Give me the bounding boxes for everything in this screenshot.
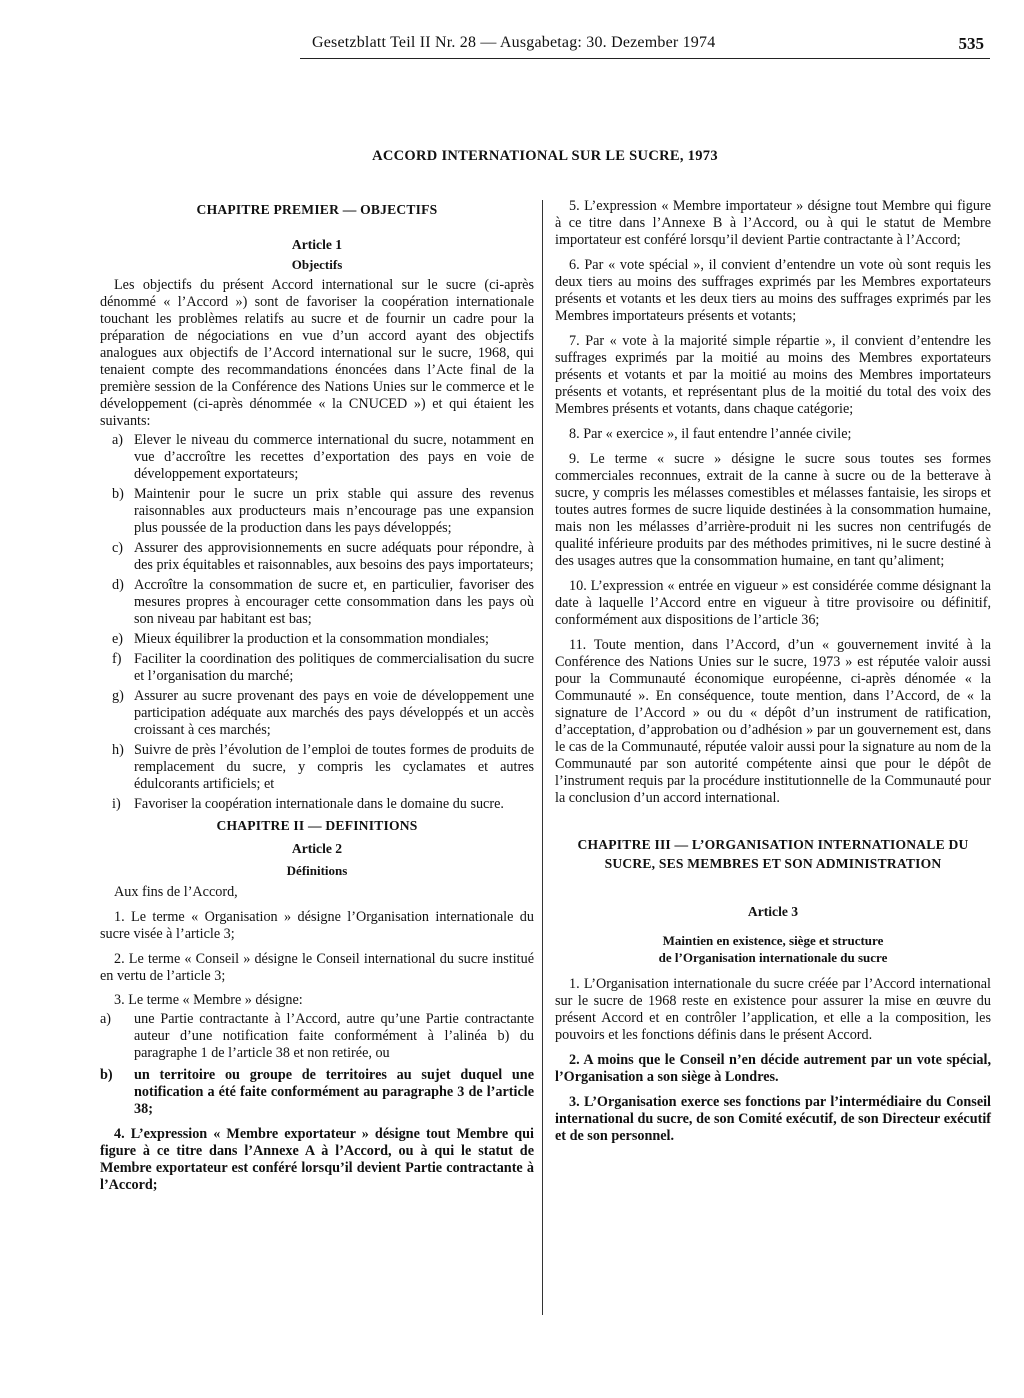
objective-label: e) <box>112 631 124 647</box>
definition-3: 3. Le terme « Membre » désigne: <box>114 992 303 1008</box>
objective-label: d) <box>112 577 124 593</box>
objective-item <box>100 486 534 537</box>
article-3-paragraph-2: 2. A moins que le Conseil n’en décide autrement par un vote spécial, l’Organisation a son siège à Londres. <box>555 1052 991 1085</box>
article-2-heading: Article 2 <box>291 841 343 856</box>
document-title: ACCORD INTERNATIONAL SUR LE SUCRE, 1973 <box>372 148 718 164</box>
objective-label: i) <box>112 796 121 812</box>
objective-text: Maintenir pour le sucre un prix stable qui assure des revenus raisonnables aux producteurs mais n’encourage pas une expansion plus poussée de la production dans les pays développés; <box>134 486 534 536</box>
objective-label: c) <box>112 540 124 556</box>
definition-2: 2. Le terme « Conseil » désigne le Conseil international du sucre institué en vertu de l’article 3; <box>100 951 534 984</box>
definition-3-text: une Partie contractante à l’Accord, autre qu’une Partie contractante auteur d’une notification faite conformément à l’alinéa b) du paragraphe 1 de l’article 38 et non retirée, ou <box>134 1011 534 1061</box>
objectives-list <box>100 432 534 813</box>
chapter-3-heading: CHAPITRE III — L’ORGANISATION INTERNATIONALE DU SUCRE, SES MEMBRES ET SON ADMINISTRATION <box>577 837 969 871</box>
page-number: 535 <box>958 34 984 53</box>
article-3-paragraph-1: 1. L’Organisation internationale du sucre créée par l’Accord international sur le sucre de 1968 reste en existence pour assurer la mise en œuvre du présent Accord et en contrôler l’application, et elle a la composition, les pouvoirs et les fonctions définis dans le présent Accord. <box>555 976 991 1043</box>
definition-9: 9. Le terme « sucre » désigne le sucre sous toutes ses formes commerciales reconnues, extrait de la canne à sucre ou de la betterave à sucre, y compris les mélasses comestibles et mélasses fantaisie, les sirops et toutes autres formes de sucre liquide destinées à la consommation humaine, mais non les mélasses d’arrière-produit ni les sucres non centrifugés de qualité inférieure produits par des méthodes primitives, ni le sucre destiné à des usages autres que la consommation humaine, en tant qu’aliment; <box>555 451 991 569</box>
objective-label: g) <box>112 688 124 704</box>
definition-1: 1. Le terme « Organisation » désigne l’Organisation internationale du sucre visée à l’article 3; <box>100 909 534 942</box>
column-divider <box>542 200 543 1315</box>
definitions-intro: Aux fins de l’Accord, <box>114 884 238 900</box>
definition-4: 4. L’expression « Membre exportateur » désigne tout Membre qui figure à ce titre dans l’Annexe A à l’Accord, ou à qui le statut de Membre exportateur est conféré lorsqu’il devient Partie contractante à l’Accord; <box>100 1126 534 1193</box>
objective-label: f) <box>112 651 122 667</box>
definition-11: 11. Toute mention, dans l’Accord, d’un « gouvernement invité à la Conférence des Nations Unies sur le sucre, 1973 » est réputée valoir aussi pour la Communauté économique européenne, ci-après dénomée « la Communauté ». En conséquence, toute mention, dans l’Accord, de « la signature de l’Accord » ou du « dépôt d’un instrument de ratification, d’acceptation, d’approbation ou d’adhésion » par un gouvernement est, dans le cas de la Communauté, réputée valoir aussi pour la signature au nom de la Communauté par son autorité compétente ainsi que pour le dépôt de l’instrument requis par la procédure institutionnelle de la Communauté pour la conclusion d’un accord international. <box>555 637 991 806</box>
objective-item <box>100 540 534 574</box>
objective-text: Suivre de près l’évolution de l’emploi de toutes formes de produits de remplacement du sucre, y compris les cyclamates et autres édulcorants artificiels; et <box>134 742 534 792</box>
objective-text: Elever le niveau du commerce international du sucre, notamment en vue d’accroître les recettes d’exportation des pays en voie de développement exportateurs; <box>134 432 534 482</box>
objective-label: b) <box>112 486 124 502</box>
objective-label: a) <box>112 432 124 448</box>
objective-item <box>100 742 534 793</box>
definition-6: 6. Par « vote spécial », il convient d’entendre un vote où sont requis les deux tiers au moins des suffrages exprimés par les Membres exportateurs présents et votants et les deux tiers au moins des suffrages exprimés par les Membres importateurs présents et votants; <box>555 257 991 324</box>
definition-5: 5. L’expression « Membre importateur » désigne tout Membre qui figure à ce titre dans l’Annexe B à l’Accord, ou à qui le statut de Membre importateur est conféré lorsqu’il devient Partie contractante à l’Accord; <box>555 198 991 248</box>
definition-7: 7. Par « vote à la majorité simple répartie », il convient d’entendre les suffrages exprimés par la moitié au moins des Membres exportateurs présents et votants et par la moitié au moins des Membres importateurs présents et votants, et représentant plus de la moitié du total des voix des Membres présents et votants, dans chaque catégorie; <box>555 333 991 417</box>
article-2-subheading: Définitions <box>286 863 348 878</box>
running-title: Gesetzblatt Teil II Nr. 28 — Ausgabetag: 30. Dezember 1974 <box>312 34 716 51</box>
objective-item <box>100 432 534 483</box>
right-column <box>555 198 991 1145</box>
article-1-intro: Les objectifs du présent Accord international sur le sucre (ci-après dénommé « l’Accord ») sont de favoriser la coopération internationale touchant les problèmes relatifs au sucre et de fournir un cadre pour la préparation de négociations en vue d’un accord ayant des objectifs analogues aux objectifs de l’Accord international sur le sucre, 1968, qui tenaient compte des recommandations énoncées dans l’Acte final de la première session de la Conférence des Nations Unies sur le commerce et le développement (ci-après dénommée « la CNUCED ») et qui étaient les suivants: <box>100 277 534 429</box>
definition-3-text: un territoire ou groupe de territoires au sujet duquel une notification a été faite conformément au paragraphe 3 de l’article 38; <box>134 1067 534 1117</box>
running-header <box>300 34 990 56</box>
article-1-heading: Article 1 <box>291 237 343 252</box>
definition-3-label: b) <box>100 1067 113 1083</box>
objective-text: Assurer au sucre provenant des pays en voie de développement une participation adéquate aux marchés des pays développés et un accès croissant à ces marchés; <box>134 688 534 738</box>
objective-text: Favoriser la coopération internationale dans le domaine du sucre. <box>134 796 504 812</box>
header-rule <box>300 58 990 59</box>
article-1-subheading: Objectifs <box>291 257 343 272</box>
objective-item <box>100 577 534 628</box>
definition-3-label: a) <box>100 1011 112 1027</box>
definition-3-item <box>100 1067 534 1118</box>
objective-item <box>100 796 534 813</box>
objective-item <box>100 651 534 685</box>
article-3-subheading-2: de l’Organisation internationale du sucre <box>658 950 888 965</box>
article-3-subheading-1: Maintien en existence, siège et structure <box>662 933 884 948</box>
objective-item <box>100 688 534 739</box>
left-column <box>100 198 534 1194</box>
article-3-heading: Article 3 <box>747 904 799 919</box>
objective-text: Mieux équilibrer la production et la consommation mondiales; <box>134 631 489 647</box>
definition-3-item <box>100 1011 534 1062</box>
definition-8: 8. Par « exercice », il faut entendre l’année civile; <box>569 426 852 442</box>
objective-text: Accroître la consommation de sucre et, en particulier, favoriser des mesures propres à encourager cette consommation dans les pays où son niveau par habitant est bas; <box>134 577 534 627</box>
objective-text: Assurer des approvisionnements en sucre adéquats pour répondre, à des prix équitables et raisonnables, aux besoins des pays importateurs; <box>134 540 534 573</box>
article-3-paragraph-3: 3. L’Organisation exerce ses fonctions par l’intermédiaire du Conseil international du sucre, de son Comité exécutif, de son Directeur exécutif et de son personnel. <box>555 1094 991 1144</box>
chapter-1-heading: CHAPITRE PREMIER — OBJECTIFS <box>196 202 438 217</box>
objective-item <box>100 631 534 648</box>
objective-text: Faciliter la coordination des politiques de commercialisation du sucre et l’organisation du marché; <box>134 651 534 684</box>
definition-10: 10. L’expression « entrée en vigueur » est considérée comme désignant la date à laquelle l’Accord entre en vigueur à titre provisoire ou définitif, conformément aux dispositions de l’article 36; <box>555 578 991 628</box>
chapter-2-heading: CHAPITRE II — DEFINITIONS <box>216 818 418 833</box>
objective-label: h) <box>112 742 124 758</box>
